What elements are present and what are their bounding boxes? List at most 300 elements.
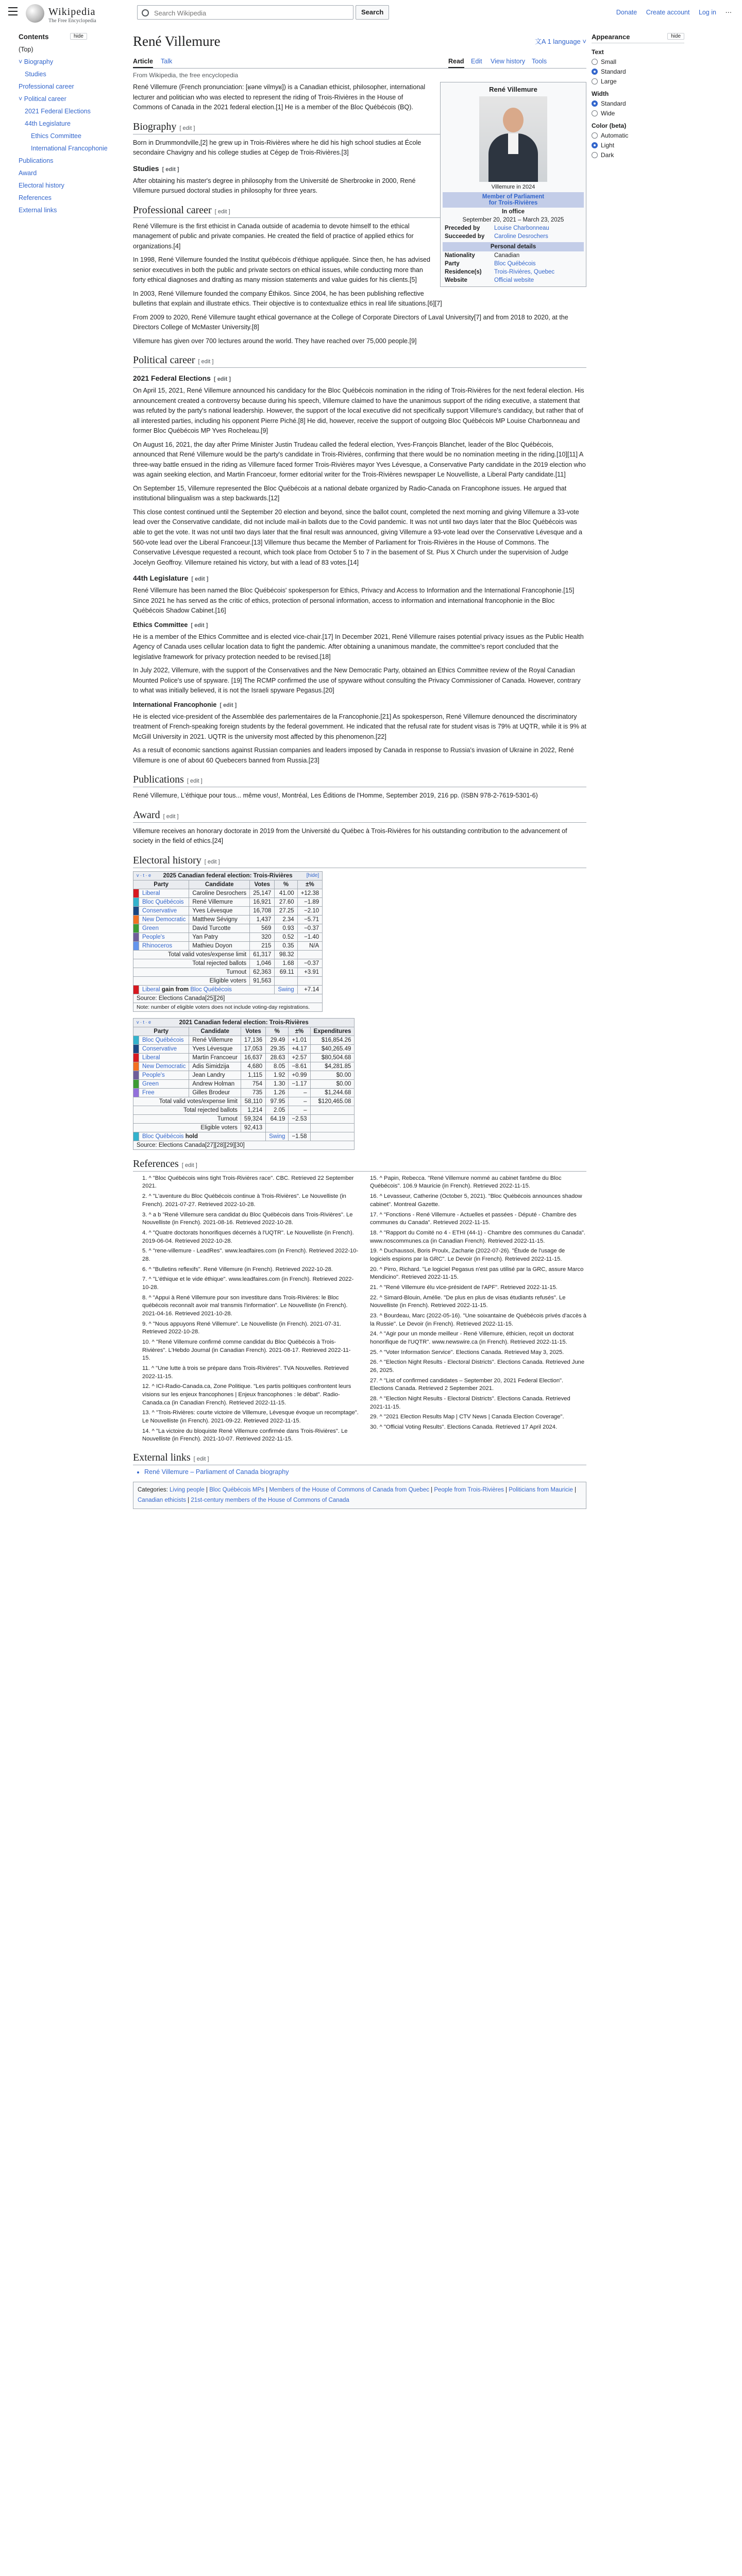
change: – xyxy=(289,1106,310,1114)
language-button[interactable]: 文A 1 language ˅ xyxy=(534,38,586,45)
hide-button[interactable]: [hide] xyxy=(306,872,319,878)
paragraph: From 2009 to 2020, René Villemure taught ethical governance at the College of Corporate Directors of Laval University[7] and from 2018 to 2020, at the Directors College of McMaster University.[8] xyxy=(133,313,568,331)
paragraph: Villemure receives an honorary doctorate in 2019 from the Université du Québec à Trois-Rivières for his outstanding contribution to the advancement of society in the field of ethics.[24] xyxy=(133,827,567,845)
party-name[interactable]: Liberal xyxy=(139,1053,189,1062)
percent: 1.92 xyxy=(266,1071,289,1079)
votes: 62,363 xyxy=(250,968,275,976)
candidate-name: Adis Simidzija xyxy=(189,1062,241,1071)
toc-item-external-links[interactable]: External links xyxy=(19,207,57,214)
votes: 16,637 xyxy=(241,1053,265,1062)
party-color-swatch xyxy=(133,985,139,994)
change: −5.71 xyxy=(297,915,323,924)
reference-item[interactable]: 4. ^ "Quatre doctorats honorifiques décernés à l'UQTR". Le Nouvelliste (in French). 2019-06-04. Retrieved 2022-10-28. xyxy=(142,1229,354,1244)
percent: 2.34 xyxy=(275,915,297,924)
donate-link[interactable]: Donate xyxy=(616,9,637,16)
appearance-panel xyxy=(592,33,684,161)
votes: 59,324 xyxy=(241,1114,265,1123)
party-color-swatch xyxy=(133,897,139,906)
article-content xyxy=(133,33,586,1509)
candidate-name: Caroline Desrochers xyxy=(189,889,250,897)
paragraph: In 2003, René Villemure founded the company Éthikos. Since 2004, he has been publishing reflective bulletins that explain and illustrate ethics. Their objective is to contextualize ethics in real life situations.[6][7] xyxy=(133,290,442,308)
candidate-name: René Villemure xyxy=(189,1036,241,1044)
login-link[interactable]: Log in xyxy=(698,9,717,16)
percent: 0.52 xyxy=(275,933,297,941)
totals-row xyxy=(133,976,323,985)
change xyxy=(289,1123,310,1132)
color-label: Color (beta) xyxy=(592,122,627,129)
expenditures xyxy=(310,1106,355,1114)
expenditures: $40,265.49 xyxy=(310,1044,355,1053)
personal-details-header: Personal details xyxy=(443,242,584,251)
text-size-label: Text xyxy=(592,48,604,56)
candidate-name: Jean Landry xyxy=(189,1071,241,1079)
edit-link[interactable]: [ edit ] xyxy=(179,125,195,131)
globe-icon xyxy=(26,4,44,23)
expenditures: $0.00 xyxy=(310,1071,355,1079)
votes: 1,437 xyxy=(250,915,275,924)
percent: 1.26 xyxy=(266,1088,289,1097)
categories-label: Categories: xyxy=(138,1486,168,1493)
page-tabs xyxy=(133,56,586,69)
candidate-name: David Turcotte xyxy=(189,924,250,933)
text-size-small[interactable]: Small xyxy=(592,58,684,65)
table-header-row: Party Candidate Votes % ±% Expenditures xyxy=(133,1027,355,1036)
photo-caption: Villemure in 2024 xyxy=(491,184,535,190)
reference-item[interactable]: 26. ^ "Election Night Results - Electoral Districts". Elections Canada. Retrieved June 26, 2025. xyxy=(370,1359,585,1374)
party-name[interactable]: People's xyxy=(139,1071,189,1079)
percent: 29.35 xyxy=(266,1044,289,1053)
party-name[interactable]: Green xyxy=(139,1079,189,1088)
main-menu-icon[interactable] xyxy=(8,7,18,15)
totals-label: Total rejected ballots xyxy=(133,1106,241,1114)
reference-item[interactable]: 3. ^ a b "René Villemure sera candidat du Bloc Québécois dans Trois-Rivières". Le Nouvelliste (in French). 2021-08-16. Retrieved 2022-10-28. xyxy=(142,1211,353,1226)
party-name[interactable]: Bloc Québécois xyxy=(139,897,189,906)
reference-item[interactable]: 7. ^ "L'éthique et le vide éthique". www.leadfaires.com (in French). Retrieved 2022-10-28. xyxy=(142,1276,354,1291)
votes: 4,680 xyxy=(241,1062,265,1071)
percent xyxy=(266,1123,289,1132)
percent: 1.30 xyxy=(266,1079,289,1088)
toc-item-professional-career[interactable]: Professional career xyxy=(19,83,74,90)
votes: 215 xyxy=(250,941,275,950)
change: −2.53 xyxy=(289,1114,310,1123)
paragraph: Born in Drummondville,[2] he grew up in Trois-Rivières where he did his high school studies at École secondaire Chavigny and his college studies at Cégep de Trois-Rivières.[3] xyxy=(133,139,421,157)
percent: 1.68 xyxy=(275,959,297,968)
table-row xyxy=(133,889,323,897)
votes: 569 xyxy=(250,924,275,933)
toc-item-francophonie[interactable]: International Francophonie xyxy=(31,145,108,152)
table-caption: 2025 Canadian federal election: Trois-Rivières xyxy=(163,872,293,879)
color-light[interactable]: Light xyxy=(592,142,684,149)
expenditures xyxy=(310,1123,355,1132)
change: +4.17 xyxy=(289,1044,310,1053)
totals-row xyxy=(133,1097,355,1106)
reference-item[interactable]: 19. ^ Duchaussoi, Boris Proulx, Zacharie (2022-07-26). "Étude de l'usage de logiciels espions par la GRC". Le Devoir (in French). Retrieved 2022-11-15. xyxy=(370,1248,565,1262)
search-icon xyxy=(142,9,149,16)
paragraph: He is elected vice-president of the Assemblée des parlementaires de la Francophonie.[21] As spokesperson, René Villemure denounced the discriminatory treatment of French-speaking foreign students by the federal government. He indicated that the refusal rate for student visas is 79% at UQTR, while it is 9% at McGill University in 2021. UQTR is the university most affected by this phenomenon.[22] xyxy=(133,713,586,740)
expenditures: $0.00 xyxy=(310,1079,355,1088)
edit-link[interactable]: [ edit ] xyxy=(214,208,230,215)
category-link[interactable]: Canadian ethicists xyxy=(138,1497,186,1503)
percent: 8.05 xyxy=(266,1062,289,1071)
separator: | xyxy=(204,1486,210,1493)
color-automatic[interactable]: Automatic xyxy=(592,132,684,139)
party-color-swatch xyxy=(133,915,139,924)
table-row xyxy=(133,924,323,933)
toc-item-electoral-history[interactable]: Electoral history xyxy=(19,182,64,189)
change: −1.17 xyxy=(289,1079,310,1088)
reference-item[interactable]: 17. ^ "Fonctions - René Villemure - Actuelles et passées - Député - Chambre des communes du Canada". Retrieved 2022-11-15. xyxy=(370,1211,577,1226)
reference-item[interactable]: 14. ^ "La victoire du bloquiste René Villemure confirmée dans Trois-Rivières". Le Nouvelliste (in French). 2021-10-07. Retrieved 2022-11-15. xyxy=(142,1428,348,1443)
party-color-swatch xyxy=(133,889,139,897)
tab-talk[interactable]: Talk xyxy=(161,58,173,65)
infobox-title: René Villemure xyxy=(489,86,537,93)
toc-item-44th-legislature[interactable]: 44th Legislature xyxy=(25,120,71,127)
paragraph: On April 15, 2021, René Villemure announced his candidacy for the Bloc Québécois nomination in the riding of Trois-Rivières for the next federal election. His announcement created a controversy because during his speech, Villemure claimed to have the unanimous support of the riding executive, a statement that was refuted by the party's national leadership. However, the support of the local executive did not specifically support Villemure's candidacy, but rather that of all interested parties, including his opponent Pierre Piché.[8] He did, however, receive the support of outgoing Bloc Québécois MP Louise Charbonneau and former Bloc Québécois MP Yves Rocheleau.[9] xyxy=(133,387,584,435)
reference-item[interactable]: 13. ^ "Trois-Rivières: courte victoire de Villemure, Lévesque évoque un recomptage". Le Nouvelliste (in French). 2021-09-22. Retrieved 2022-11-15. xyxy=(142,1410,359,1424)
edit-link[interactable]: [ edit ] xyxy=(187,778,203,785)
section-heading: 44th Legislature [ edit ] xyxy=(133,574,209,583)
table-note: Note: number of eligible voters does not include voting-day registrations. xyxy=(133,1003,323,1011)
edit-link[interactable]: [ edit ] xyxy=(204,858,220,865)
category-links xyxy=(133,1482,586,1509)
infobox-office: Member of Parliament for Trois-Rivières xyxy=(443,192,584,208)
wordmark: Wikipedia xyxy=(48,6,96,18)
infobox-row: Preceded by Louise Charbonneau xyxy=(445,225,549,231)
infobox-row: Residence(s) Trois-Rivières, Quebec xyxy=(445,269,555,275)
expenditures: $120,465.08 xyxy=(310,1097,355,1106)
table-row xyxy=(133,1062,355,1071)
reference-item[interactable]: 28. ^ "Election Night Results - Electoral Districts". Elections Canada. Retrieved 2021-11-15. xyxy=(370,1395,570,1410)
party-name[interactable]: People's xyxy=(139,933,189,941)
vte-links[interactable]: v · t · e xyxy=(137,872,151,878)
party-name[interactable]: Free xyxy=(139,1088,189,1097)
table-row xyxy=(133,1071,355,1079)
separator: | xyxy=(429,1486,434,1493)
paragraph: As a result of economic sanctions against Russian companies and leaders imposed by Canada in response to Russia's invasion of Ukraine in 2022, René Villemure is one of about 60 Quebecers banned from Russia.[23] xyxy=(133,747,574,764)
search-input[interactable] xyxy=(153,7,351,19)
paragraph: On September 15, Villemure represented the Bloc Québécois at a national debate organized by Radio-Canada on Francophone issues. He argued that institutional bilingualism was a step backwards.[12] xyxy=(133,484,567,502)
percent: 0.93 xyxy=(275,924,297,933)
tagline: The Free Encyclopedia xyxy=(48,18,96,24)
user-links xyxy=(609,8,732,16)
edit-link[interactable]: [ edit ] xyxy=(198,359,214,365)
votes: 16,708 xyxy=(250,906,275,915)
site-header xyxy=(0,0,742,26)
percent: 28.63 xyxy=(266,1053,289,1062)
totals-label: Eligible voters xyxy=(133,1123,241,1132)
table-row xyxy=(133,915,323,924)
reference-item[interactable]: 8. ^ "Appui à René Villemure pour son investiture dans Trois-Rivières: le Bloc québécois reconnaît avoir mal transmis l'information". Le Nouvelliste (in French). 2021-04-16. Retrieved 2021-10-28. xyxy=(142,1294,348,1317)
tab-read[interactable]: Read xyxy=(448,58,464,68)
category-link[interactable]: Members of the House of Commons of Canada from Quebec xyxy=(269,1486,429,1493)
width-wide[interactable]: Wide xyxy=(592,110,684,117)
toc-heading: Contents xyxy=(19,33,49,41)
category-link[interactable]: Living people xyxy=(170,1486,205,1493)
change: −8.61 xyxy=(289,1062,310,1071)
table-row xyxy=(133,1053,355,1062)
toc-item-publications[interactable]: Publications xyxy=(19,157,54,164)
reference-item[interactable]: 6. ^ "Bulletins reflexifs". René Villemure (in French). Retrieved 2022-10-28. xyxy=(142,1266,333,1273)
create-account-link[interactable]: Create account xyxy=(646,9,690,16)
party-color-swatch xyxy=(133,1044,139,1053)
table-row xyxy=(133,933,323,941)
reference-list xyxy=(133,1175,586,1444)
category-link[interactable]: Politicians from Mauricie xyxy=(509,1486,573,1493)
paragraph: In July 2022, Villemure, with the support of the Conservatives and the New Democratic Party, obtained an Ethics Committee review of the Royal Canadian Mounted Police's use of spyware. [19] The RCMP confirmed the use of spyware without consulting the Privacy Commissioner of Canada. However, contrary to what was initially believed, it is not the Israeli spyware Pegasus.[20] xyxy=(133,667,581,694)
toc-item-political-career[interactable]: ˅ Political career xyxy=(19,95,66,103)
change xyxy=(297,976,323,985)
party-name[interactable]: Conservative xyxy=(139,906,189,915)
totals-row xyxy=(133,959,323,968)
reference-item[interactable]: 20. ^ Pirro, Richard. "Le logiciel Pegasus n'est pas utilisé par la GRC, assure Marco Mendicino". Retrieved 2022-11-15. xyxy=(370,1266,584,1281)
party-name[interactable]: New Democratic xyxy=(139,1062,189,1071)
reference-item[interactable]: 27. ^ "List of confirmed candidates – September 20, 2021 Federal Election". Elections Canada. Retrieved 2 September 2021. xyxy=(370,1377,564,1392)
reference-item[interactable]: 22. ^ Simard-Blouin, Amélie. "De plus en plus de visas étudiants refusés". Le Nouvelliste (in French). Retrieved 2022-11-15. xyxy=(370,1294,566,1309)
expenditures xyxy=(310,1114,355,1123)
edit-link[interactable]: [ edit ] xyxy=(191,622,208,629)
width-standard[interactable]: Standard xyxy=(592,100,684,107)
reference-item[interactable]: 11. ^ "Une lutte à trois se prépare dans Trois-Rivières". TVA Nouvelles. Retrieved 2022-11-15. xyxy=(142,1365,349,1380)
change: – xyxy=(289,1088,310,1097)
infobox-row: Website Official website xyxy=(445,277,534,283)
paragraph: In 1998, René Villemure founded the Institut québécois d'éthique appliquée. Since then, he has advised senior executives in both the public and private sectors on ethical issues, while conducting more than forty ethical diagnoses and drafting as many mission statements and value guides for his clients.[5] xyxy=(133,256,431,284)
votes: 1,214 xyxy=(241,1106,265,1114)
edit-link[interactable]: [ edit ] xyxy=(213,376,231,383)
candidate-name: Yves Lévesque xyxy=(189,906,250,915)
reference-item[interactable]: 18. ^ "Rapport du Comité no 4 - ETHI (44-1) - Chambre des communes du Canada". www.noscommunes.ca (in Canadian French). Retrieved 2022-11-15. xyxy=(370,1229,585,1244)
party-name[interactable]: Green xyxy=(139,924,189,933)
toc-item-ethics-committee[interactable]: Ethics Committee xyxy=(31,132,81,140)
votes: 754 xyxy=(241,1079,265,1088)
edit-link[interactable]: [ edit ] xyxy=(163,813,179,820)
election-table-2021 xyxy=(133,1018,355,1150)
totals-row xyxy=(133,968,323,976)
percent xyxy=(275,976,297,985)
section-heading: Studies [ edit ] xyxy=(133,164,179,173)
search-button[interactable]: Search xyxy=(356,5,389,20)
text-size-standard[interactable]: Standard xyxy=(592,68,684,75)
change: +1.01 xyxy=(289,1036,310,1044)
reference-item[interactable]: 12. ^ ICI-Radio-Canada.ca, Zone Politique. "Les partis politiques confrontent leurs visions sur les enjeux francophones | Enjeux francophones : le débat". Radio-Canada.ca (in Canadian French). Retrieved 2022-11-15. xyxy=(142,1383,351,1406)
change: +0.99 xyxy=(289,1071,310,1079)
toc-item-studies[interactable]: Studies xyxy=(25,71,46,78)
separator: | xyxy=(503,1486,509,1493)
section-heading: Political career [ edit ] xyxy=(133,354,586,368)
percent: 0.35 xyxy=(275,941,297,950)
change: −0.37 xyxy=(297,924,323,933)
votes: 735 xyxy=(241,1088,265,1097)
tab-edit[interactable]: Edit xyxy=(471,58,482,65)
votes: 16,921 xyxy=(250,897,275,906)
change: – xyxy=(289,1097,310,1106)
edit-link[interactable]: [ edit ] xyxy=(191,576,209,583)
hold-row: Bloc Québécois hold Swing −1.58 xyxy=(133,1132,355,1141)
percent: 64.19 xyxy=(266,1114,289,1123)
search-box[interactable] xyxy=(137,5,353,20)
candidate-name: Martin Francoeur xyxy=(189,1053,241,1062)
reference-item[interactable]: 2. ^ "L'aventure du Bloc Québécois continue à Trois-Rivières". Le Nouvelliste (in French). 2021-07-27. Retrieved 2022-10-28. xyxy=(142,1193,346,1208)
infobox xyxy=(440,82,586,287)
edit-link[interactable]: [ edit ] xyxy=(162,166,179,173)
gain-row: Liberal gain from Bloc Québécois Swing +7.14 xyxy=(133,985,323,994)
page-title: René Villemure xyxy=(133,33,221,49)
reference-item[interactable]: 23. ^ Bourdeau, Marc (2022-05-16). "Une soixantaine de Québécois privés d'accès à la Russie". Le Devoir (in French). Retrieved 2022-11-15. xyxy=(370,1312,586,1327)
section-heading: 2021 Federal Elections [ edit ] xyxy=(133,374,231,383)
vte-links[interactable]: v · t · e xyxy=(137,1019,151,1025)
separator: | xyxy=(572,1486,577,1493)
election-table-2025 xyxy=(133,871,323,1012)
party-name[interactable]: Liberal xyxy=(139,889,189,897)
paragraph: Villemure has given over 700 lectures around the world. They have reached over 75,000 people.[9] xyxy=(133,337,417,345)
totals-row xyxy=(133,1123,355,1132)
votes: 58,110 xyxy=(241,1097,265,1106)
section-heading: Professional career [ edit ] xyxy=(133,205,586,218)
paragraph: René Villemure has been named the Bloc Québécois' spokesperson for Ethics, Privacy and Access to Information and the International Francophonie.[15] Since 2021 he has served as the critic of ethics, protection of personal information, access to information and international francophonie in the Bloc Québécois Shadow Cabinet.[16] xyxy=(133,587,575,615)
edit-link[interactable]: [ edit ] xyxy=(193,1455,209,1462)
votes: 1,046 xyxy=(250,959,275,968)
appearance-hide-button[interactable]: hide xyxy=(667,33,684,40)
section-heading: Biography [ edit ] xyxy=(133,121,586,134)
portrait-photo[interactable] xyxy=(479,96,547,182)
party-name[interactable]: Bloc Québécois xyxy=(139,1036,189,1044)
category-link[interactable]: People from Trois-Rivières xyxy=(434,1486,504,1493)
in-office-label: In office xyxy=(501,209,525,215)
reference-item[interactable]: 25. ^ "Voter Information Service". Elections Canada. Retrieved May 3, 2025. xyxy=(370,1349,564,1355)
reference-item[interactable]: 21. ^ "René Villemure élu vice-président de l'APF". Retrieved 2022-11-15. xyxy=(370,1284,558,1291)
paragraph: This close contest continued until the September 20 election and beyond, since the ballot count, completed the next morning and giving Villemure a 33-vote lead over the Conservative candidate, did not include mail-in ballots due to the Covid pandemic. It was not until two days later that the Bloc Québécois was able to get the vote. It was not until two days later that the final result was announced, giving Villemure a 93-vote lead over the Conservative Lévesque and a 560-vote lead over the Liberal Francoeur.[13] Villemure thus became the Member of Parliament for Trois-Rivières in the House of Commons. The Conservative Lévesque requested a recount, which took place from October 5 to 7 in the basement of St. Pius X Church under the supervision of Judge Jocelyn Geoffroy. Villemure retained his victory, but with a lead of 83 votes.[14] xyxy=(133,508,583,566)
source-row: Source: Elections Canada[27][28][29][30] xyxy=(133,1141,355,1149)
totals-label: Turnout xyxy=(133,968,250,976)
votes: 91,563 xyxy=(250,976,275,985)
change: −1.89 xyxy=(297,897,323,906)
infobox-row: Party Bloc Québécois xyxy=(445,261,536,267)
table-row xyxy=(133,1044,355,1053)
totals-row xyxy=(133,950,323,959)
separator: | xyxy=(185,1497,191,1503)
table-row xyxy=(133,897,323,906)
table-row xyxy=(133,1036,355,1044)
infobox-row: Nationality Canadian xyxy=(445,252,520,259)
toc-item-top[interactable]: (Top) xyxy=(19,46,33,53)
percent: 98.32 xyxy=(275,950,297,959)
totals-label: Total valid votes/expense limit xyxy=(133,1097,241,1106)
expenditures: $4,281.85 xyxy=(310,1062,355,1071)
party-color-swatch xyxy=(133,906,139,915)
reference-item[interactable]: 5. ^ "rene-villemure - LeadRes". www.leadfaires.com (in French). Retrieved 2022-10-28. xyxy=(142,1248,359,1262)
reference-item[interactable]: 30. ^ "Official Voting Results". Elections Canada. Retrieved 17 April 2024. xyxy=(370,1423,558,1430)
appearance-heading: Appearance xyxy=(592,33,630,41)
tab-tools[interactable]: Tools xyxy=(532,58,547,65)
table-row xyxy=(133,941,323,950)
votes: 61,317 xyxy=(250,950,275,959)
percent: 97.95 xyxy=(266,1097,289,1106)
reference-item[interactable]: 10. ^ "René Villemure confirmé comme candidat du Bloc Québécois à Trois-Rivières". L'Hebdo Journal (in Canadian French). 2021-08-17. Retrieved 2022-11-15. xyxy=(142,1338,351,1362)
reference-item[interactable]: 15. ^ Papin, Rebecca. "René Villemure nommé au cabinet fantôme du Bloc Québécois". 106.9 Mauricie (in French). Retrieved 2022-11-15. xyxy=(370,1175,562,1190)
infobox-row: Succeeded by Caroline Desrochers xyxy=(445,233,548,240)
votes: 17,136 xyxy=(241,1036,265,1044)
paragraph: He is a member of the Ethics Committee and is elected vice-chair.[17] In December 2021, René Villemure raises potential privacy issues as the Public Health Agency of Canada uses cellular location data to fight the pandemic. After obtaining a unanimous mandate, the committee's report concluded that the legislative framework for privacy protection needed to be revised.[18] xyxy=(133,633,584,660)
candidate-name: Andrew Holman xyxy=(189,1079,241,1088)
party-color-swatch xyxy=(133,1132,139,1141)
source-row: Source: Elections Canada[25][26] xyxy=(133,994,323,1003)
percent: 27.60 xyxy=(275,897,297,906)
party-color-swatch xyxy=(133,1088,139,1097)
intro-paragraph: René Villemure (French pronunciation: [ʁəne vilmyʁ]) is a Canadian ethicist, philosopher, international lecturer and politician who was elected to represent the riding of Trois-Rivières in the House of Commons of Canada in the 2021 federal election.[1] He is a member of the Bloc Québécois (BQ). xyxy=(133,83,426,111)
totals-row xyxy=(133,1106,355,1114)
percent: 41.00 xyxy=(275,889,297,897)
reference-item[interactable]: 1. ^ "Bloc Québécois wins tight Trois-Rivières race". CBC. Retrieved 22 September 2021. xyxy=(142,1175,354,1190)
more-options-icon[interactable]: ⋯ xyxy=(725,9,732,16)
toc-item-references[interactable]: References xyxy=(19,194,52,201)
section-heading: Electoral history [ edit ] xyxy=(133,855,586,868)
table-row xyxy=(133,906,323,915)
candidate-name: Gilles Brodeur xyxy=(189,1088,241,1097)
candidate-name: Yves Lévesque xyxy=(189,1044,241,1053)
toc-item-award[interactable]: Award xyxy=(19,170,37,177)
from-wikipedia: From Wikipedia, the free encyclopedia xyxy=(133,72,239,79)
party-color-swatch xyxy=(133,1079,139,1088)
expenditures: $16,854.26 xyxy=(310,1036,355,1044)
table-row xyxy=(133,1088,355,1097)
section-heading: References [ edit ] xyxy=(133,1158,586,1172)
color-dark[interactable]: Dark xyxy=(592,151,684,159)
candidate-name: Matthew Sévigny xyxy=(189,915,250,924)
office-term: September 20, 2021 – March 23, 2025 xyxy=(462,217,564,223)
change xyxy=(297,950,323,959)
toc-item-federal-elections[interactable]: 2021 Federal Elections xyxy=(25,108,91,115)
party-name[interactable]: Rhinoceros xyxy=(139,941,189,950)
category-link[interactable]: Bloc Québécois MPs xyxy=(209,1486,264,1493)
paragraph: René Villemure, L'éthique pour tous... même vous!, Montréal, Les Éditions de l'Homme, September 2019, 216 pp. (ISBN 978-2-7619-5301-6) xyxy=(133,792,538,800)
reference-item[interactable]: 16. ^ Levasseur, Catherine (October 5, 2021). "Bloc Québécois announces shadow cabinet". Montreal Gazette. xyxy=(370,1193,582,1208)
votes: 25,147 xyxy=(250,889,275,897)
percent: 29.49 xyxy=(266,1036,289,1044)
edit-link[interactable]: [ edit ] xyxy=(181,1162,197,1168)
text-size-large[interactable]: Large xyxy=(592,78,684,85)
votes: 92,413 xyxy=(241,1123,265,1132)
reference-item[interactable]: 29. ^ "2021 Election Results Map | CTV News | Canada Election Coverage". xyxy=(370,1414,564,1420)
expenditures: $1,244.68 xyxy=(310,1088,355,1097)
table-caption: 2021 Canadian federal election: Trois-Rivières xyxy=(179,1019,309,1026)
percent: 69.11 xyxy=(275,968,297,976)
reference-item[interactable]: 24. ^ "Agir pour un monde meilleur - René Villemure, éthicien, reçoit un doctorat honorifique de l'UQTR". www.newswire.ca (in French). Retrieved 2022-11-15. xyxy=(370,1331,574,1345)
toc-item-biography[interactable]: ˅ Biography xyxy=(19,58,54,65)
change: +3.91 xyxy=(297,968,323,976)
width-label: Width xyxy=(592,90,609,97)
section-heading: Ethics Committee [ edit ] xyxy=(133,621,208,629)
change: N/A xyxy=(297,941,323,950)
reference-item[interactable]: 9. ^ "Nous appuyons René Villemure". Le Nouvelliste (in French). 2021-07-31. Retrieved 2022-10-28. xyxy=(142,1320,342,1335)
change: +12.38 xyxy=(297,889,323,897)
party-name[interactable]: New Democratic xyxy=(139,915,189,924)
separator: | xyxy=(264,1486,269,1493)
percent: 27.25 xyxy=(275,906,297,915)
toc-hide-button[interactable]: hide xyxy=(70,33,87,40)
tab-view-history[interactable]: View history xyxy=(491,58,526,65)
tab-article[interactable]: Article xyxy=(133,58,153,68)
section-heading: Award [ edit ] xyxy=(133,809,586,823)
party-name[interactable]: Conservative xyxy=(139,1044,189,1053)
party-color-swatch xyxy=(133,1071,139,1079)
edit-link[interactable]: [ edit ] xyxy=(220,702,237,708)
candidate-name: Yan Patry xyxy=(189,933,250,941)
paragraph: René Villemure is the first ethicist in Canada outside of academia to devote himself to the ethical management of public and private companies. He created the field of practice of applied ethics for organizations.[4] xyxy=(133,222,414,250)
external-link[interactable]: • René Villemure – Parliament of Canada biography xyxy=(144,1468,586,1476)
category-link[interactable]: 21st-century members of the House of Commons of Canada xyxy=(191,1497,349,1503)
table-of-contents xyxy=(19,33,122,214)
votes: 320 xyxy=(250,933,275,941)
party-color-swatch xyxy=(133,933,139,941)
